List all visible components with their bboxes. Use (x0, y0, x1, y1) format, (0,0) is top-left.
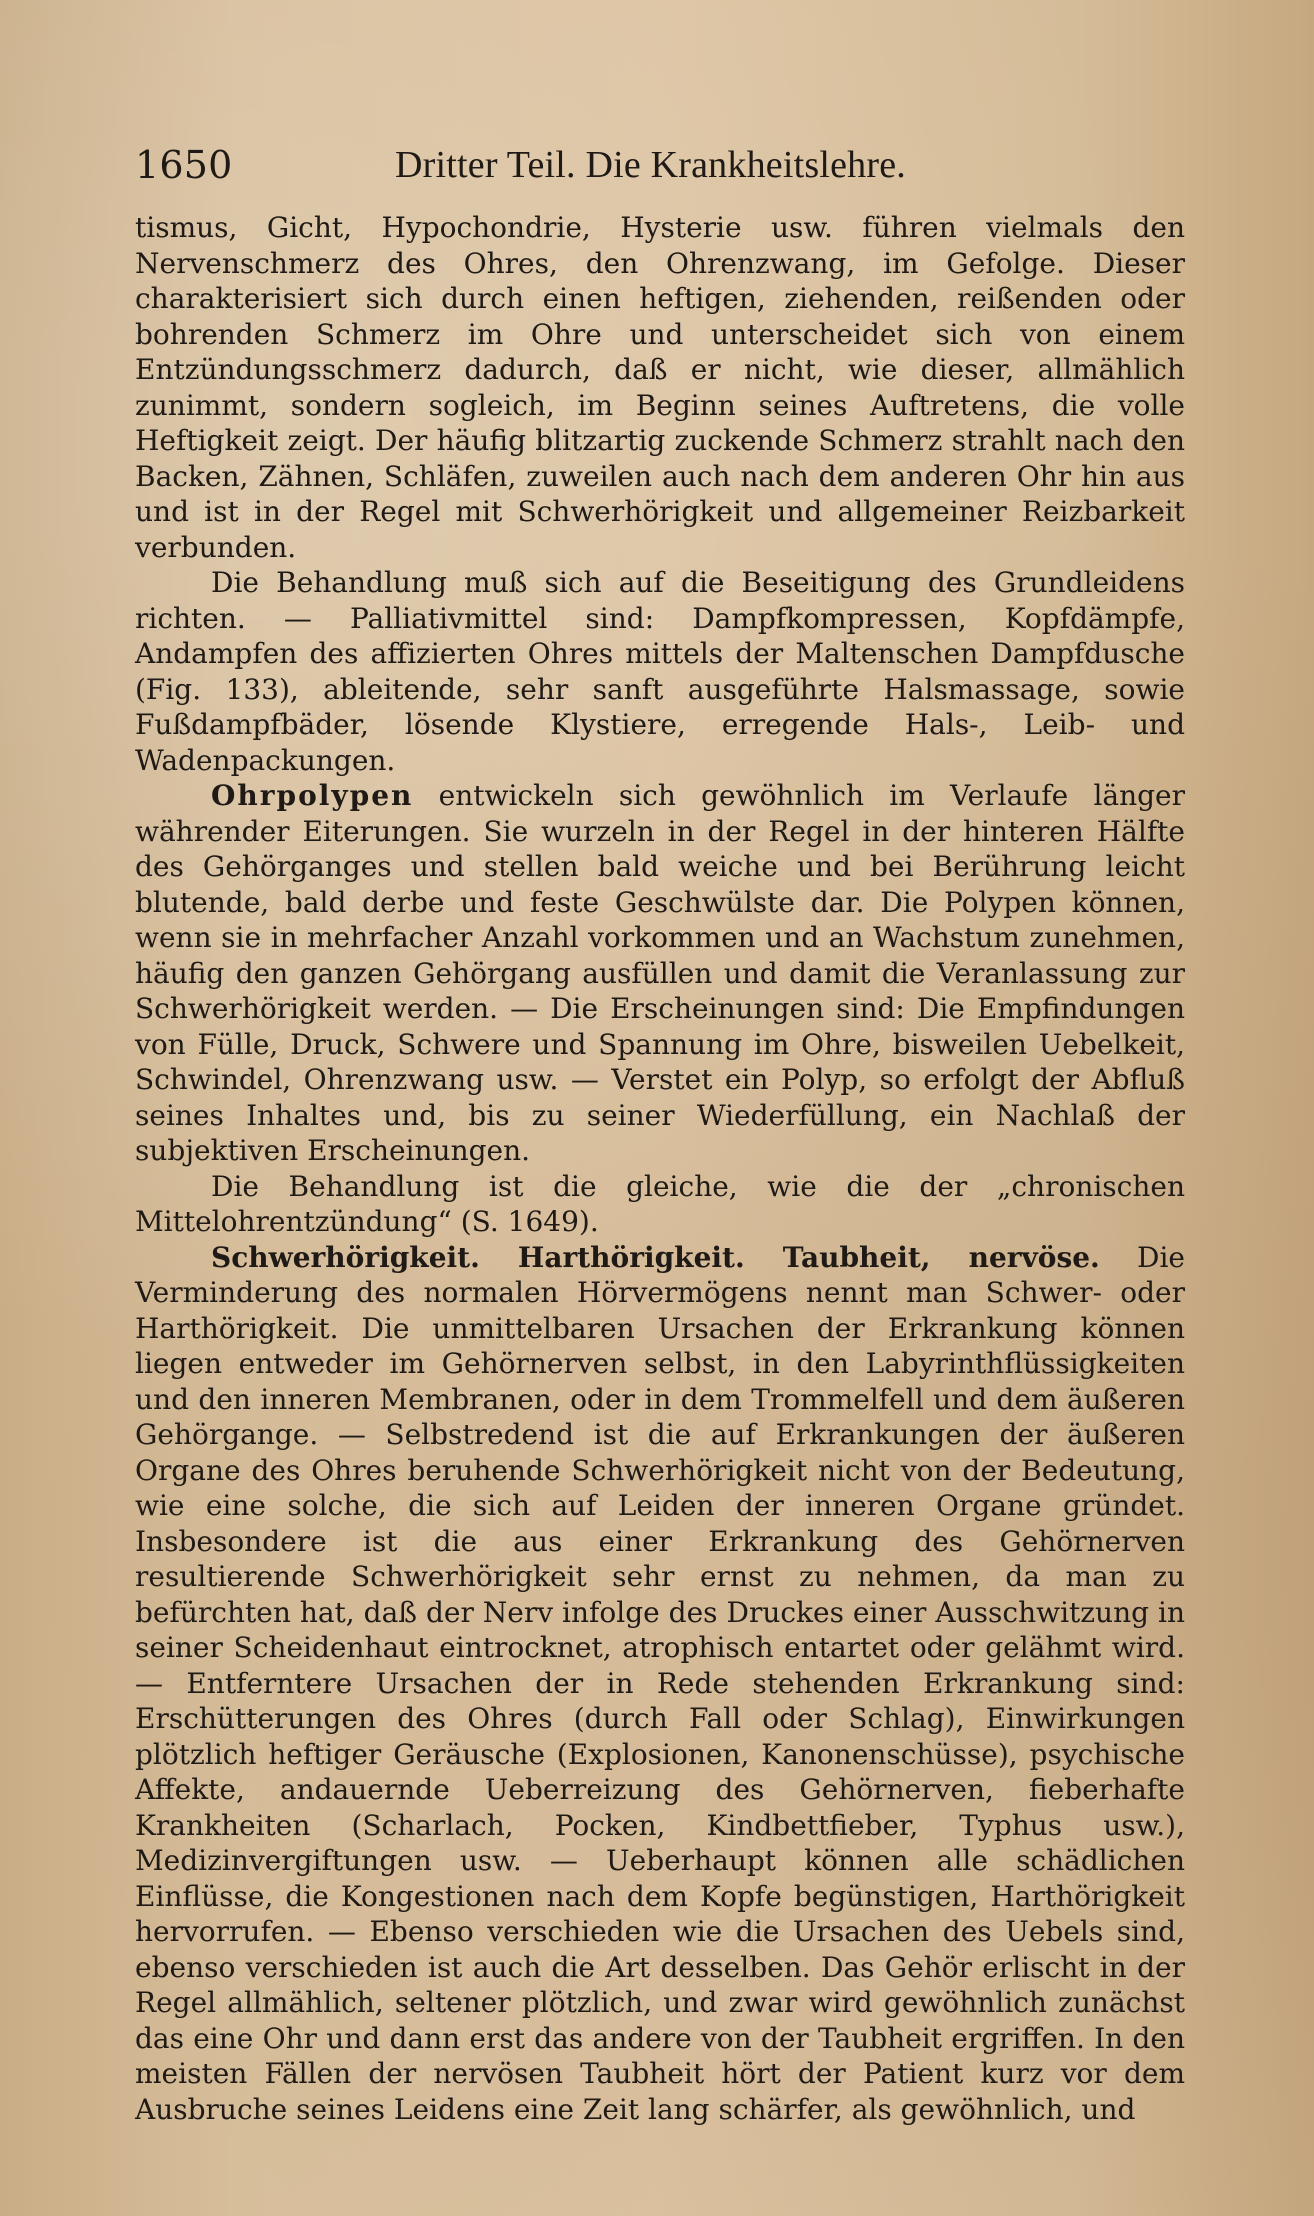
paragraph-5-text: Die Verminderung des normalen Hörvermögens nennt man Schwer- oder Harthörigkeit. Die unmittelbaren Ursachen der Erkrankung können liegen entweder im Gehörnerven selbst, in den Labyrinthflüssigkeiten und den inneren Membranen, oder in dem Trommelfell und dem äußeren Gehörgange. — Selbstredend ist die auf Erkrankungen der äußeren Organe des Ohres beruhende Schwerhörigkeit nicht von der Bedeutung, wie eine solche, die sich auf Leiden der inneren Organe gründet. Insbesondere ist die aus einer Erkrankung des Gehörnerven resultierende Schwerhörigkeit sehr ernst zu nehmen, da man zu befürchten hat, daß der Nerv infolge des Druckes einer Ausschwitzung in seiner Scheidenhaut eintrocknet, atrophisch entartet oder gelähmt wird. — Entferntere Ursachen der in Rede stehenden Erkrankung sind: Erschütterungen des Ohres (durch Fall oder Schlag), Einwirkungen plötzlich heftiger Geräusche (Explosionen, Kanonenschüsse), psychische Affekte, andauernde Ueberreizung des Gehörnerven, fieberhafte Krankheiten (Scharlach, Pocken, Kindbettfieber, Typhus usw.), Medizinvergiftungen usw. — Ueberhaupt können alle schädlichen Einflüsse, die Kongestionen nach dem Kopfe begünstigen, Harthörigkeit hervorrufen. — Ebenso verschieden wie die Ursachen des Uebels sind, ebenso verschieden ist auch die Art desselben. Das Gehör erlischt in der Regel allmählich, seltener plötzlich, und zwar wird gewöhnlich zunächst das eine Ohr und dann erst das andere von der Taubheit ergriffen. In den meisten Fällen der nervösen Taubheit hört der Patient kurz vor dem Ausbruche seines Leidens eine Zeit lang schärfer, als gewöhnlich, und (135, 1240, 1186, 2126)
section-heading-ohrpolypen: Ohrpolypen (211, 779, 414, 812)
paragraph-3 (135, 778, 1185, 1169)
paragraph-3-text: entwickeln sich gewöhnlich im Verlaufe länger währender Eiterungen. Sie wurzeln in der Regel in der hinteren Hälfte des Gehörganges und stellen bald weiche und bei Berührung leicht blutende, bald derbe und feste Geschwülste dar. Die Polypen können, wenn sie in mehrfacher Anzahl vorkommen und an Wachstum zunehmen, häufig den ganzen Gehörgang ausfüllen und damit die Veranlassung zur Schwerhörigkeit werden. — Die Erscheinungen sind: Die Empfindungen von Fülle, Druck, Schwere und Spannung im Ohre, bisweilen Uebelkeit, Schwindel, Ohrenzwang usw. — Verstet ein Polyp, so erfolgt der Abfluß seines Inhaltes und, bis zu seiner Wiederfüllung, ein Nachlaß der subjektiven Erscheinungen. (135, 779, 1185, 1167)
running-title: Dritter Teil. Die Krankheitslehre. (395, 144, 906, 186)
page-header (135, 135, 1205, 195)
paragraph-2-text: Die Behandlung muß sich auf die Beseitigung des Grundleidens richten. — Palliativmittel sind: Dampfkompressen, Kopfdämpfe, Andampfen des affizierten Ohres mittels der Maltenschen Dampfdusche (Fig. 133), ableitende, sehr sanft ausgeführte Halsmassage, sowie Fußdampfbäder, lösende Klystiere, erregende Hals-, Leib- und Wadenpackungen. (135, 566, 1185, 777)
main-text (135, 210, 1185, 2127)
paragraph-2 (135, 565, 1185, 778)
paragraph-1-text: tismus, Gicht, Hypochondrie, Hysterie usw. führen vielmals den Nervenschmerz des Ohres, den Ohrenzwang, im Gefolge. Dieser charakterisiert sich durch einen heftigen, ziehenden, reißenden oder bohrenden Schmerz im Ohre und unterscheidet sich von einem Entzündungsschmerz dadurch, daß er nicht, wie dieser, allmählich zunimmt, sondern sogleich, im Beginn seines Auftretens, die volle Heftigkeit zeigt. Der häufig blitzartig zuckende Schmerz strahlt nach den Backen, Zähnen, Schläfen, zuweilen auch nach dem anderen Ohr hin aus und ist in der Regel mit Schwerhörigkeit und allgemeiner Reizbarkeit verbunden. (135, 211, 1185, 564)
paragraph-5 (135, 1240, 1185, 2128)
paragraph-1 (135, 210, 1185, 565)
paragraph-4 (135, 1169, 1185, 1240)
paragraph-4-text: Die Behandlung ist die gleiche, wie die der „chronischen Mittelohrentzündung“ (S. 1649). (135, 1169, 1185, 1238)
section-heading-schwerhoerigkeit: Schwerhörigkeit. Harthörigkeit. Taubheit, nervöse. (211, 1240, 1100, 1274)
page-number: 1650 (135, 143, 233, 187)
